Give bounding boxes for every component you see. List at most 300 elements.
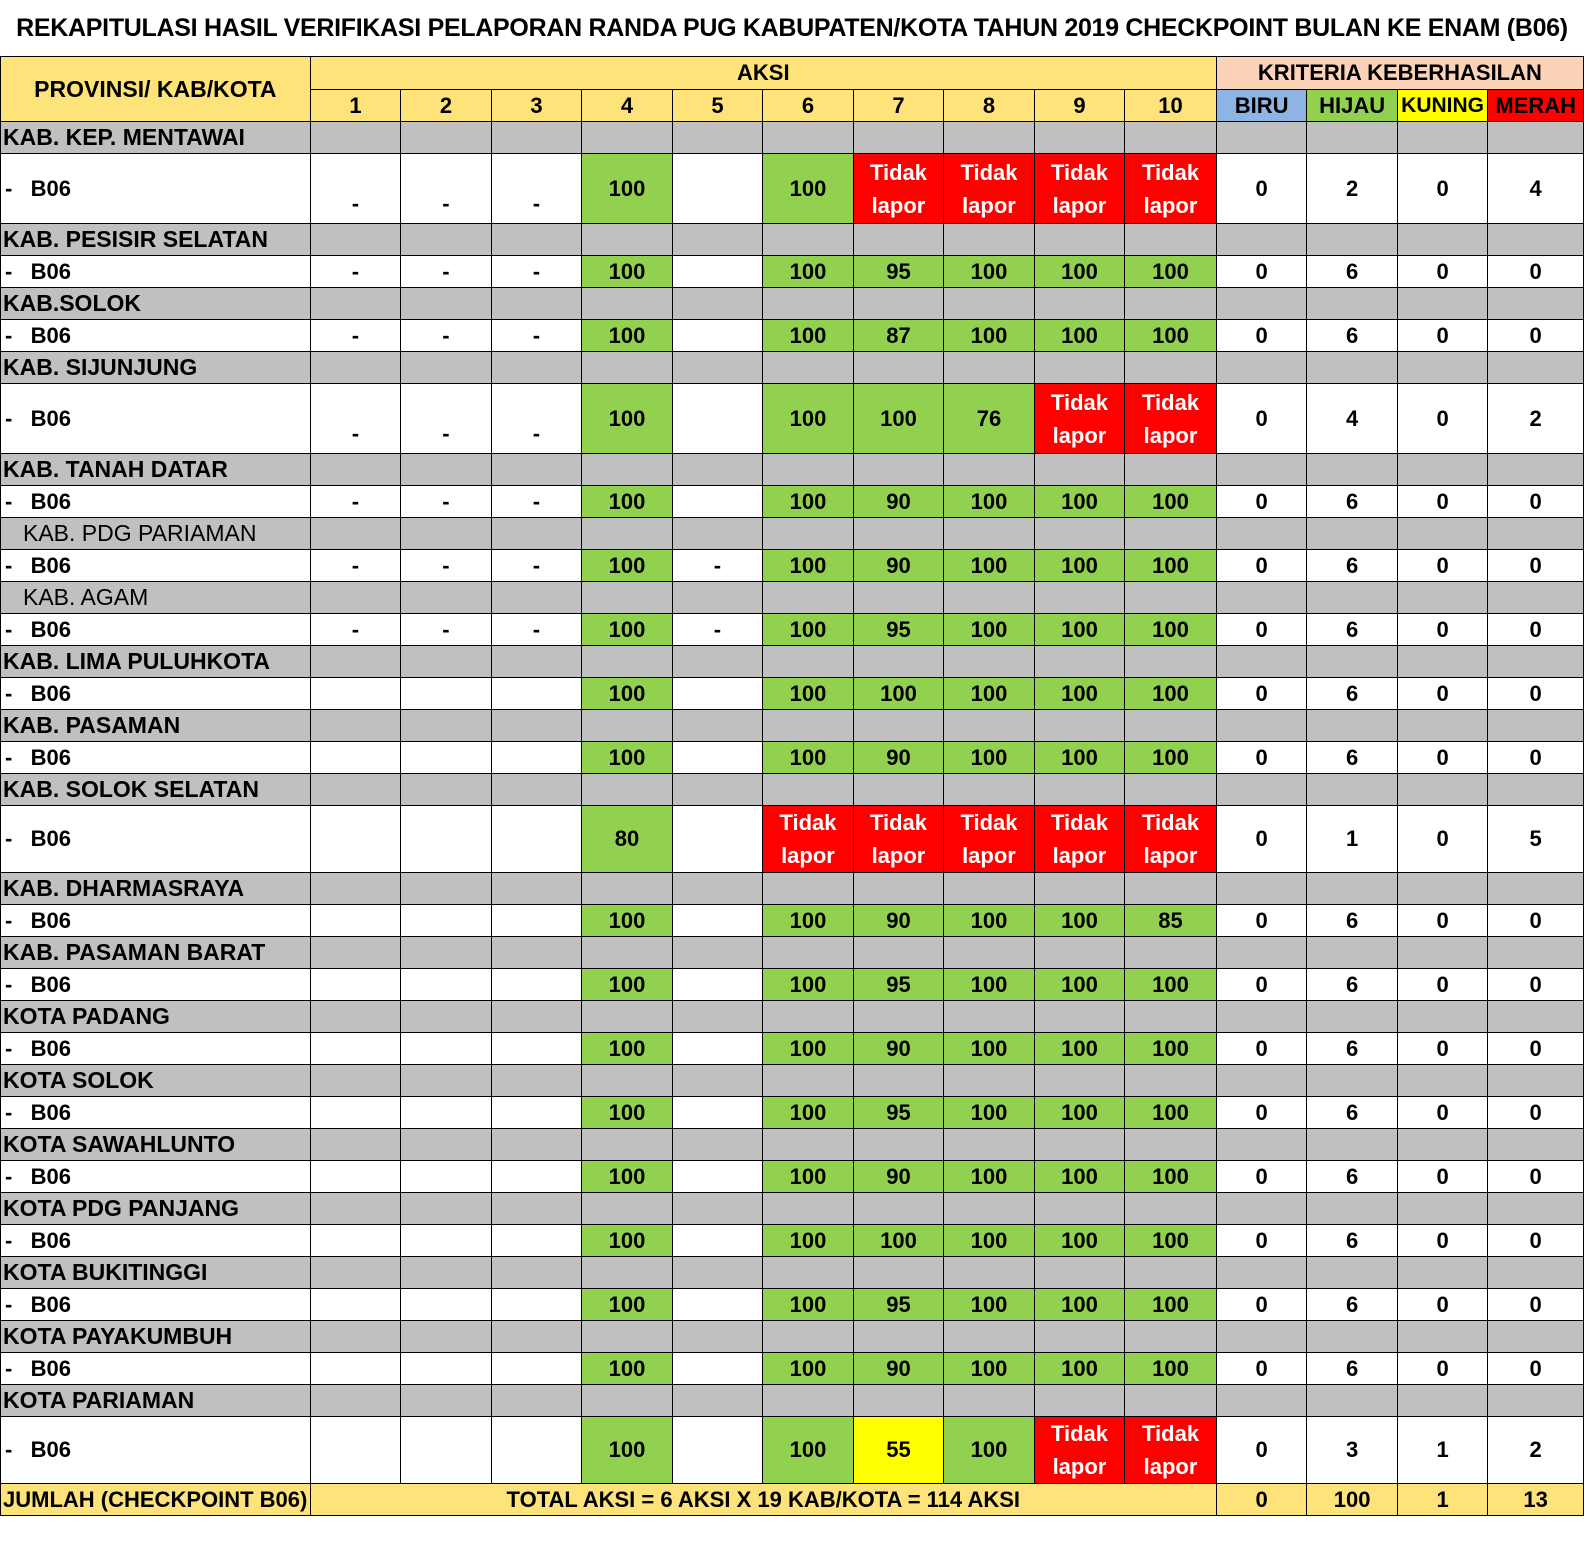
checkpoint-label: - B06 <box>1 256 311 288</box>
criteria-kuning-cell: 0 <box>1397 1033 1488 1065</box>
region-name: KOTA SAWAHLUNTO <box>1 1129 311 1161</box>
aksi-7-cell: 90 <box>853 1161 944 1193</box>
region-filler-cell <box>672 122 763 154</box>
criteria-biru-cell: 0 <box>1216 1033 1307 1065</box>
region-filler-cell <box>1216 774 1307 806</box>
aksi-7-cell: 90 <box>853 742 944 774</box>
criteria-hijau-cell: 6 <box>1307 678 1398 710</box>
region-row <box>1 518 1584 550</box>
document-title: REKAPITULASI HASIL VERIFIKASI PELAPORAN RANDA PUG KABUPATEN/KOTA TAHUN 2019 CHECKPOINT BULAN KE ENAM (B06) <box>16 14 1568 42</box>
region-filler-cell <box>491 1129 582 1161</box>
aksi-9-cell: 100 <box>1034 1161 1125 1193</box>
aksi-1-cell <box>310 806 401 873</box>
criteria-merah-cell: 0 <box>1488 256 1584 288</box>
region-filler-cell <box>853 937 944 969</box>
region-filler-cell <box>1125 646 1217 678</box>
region-filler-cell <box>310 224 401 256</box>
aksi-number-header: 3 <box>491 90 582 122</box>
aksi-9-cell: 100 <box>1034 614 1125 646</box>
region-name: KAB. PASAMAN BARAT <box>1 937 311 969</box>
region-filler-cell <box>401 518 492 550</box>
region-filler-cell <box>1307 1129 1398 1161</box>
criteria-hijau-cell: 2 <box>1307 154 1398 224</box>
aksi-10-cell: 100 <box>1125 256 1217 288</box>
region-filler-cell <box>853 1385 944 1417</box>
region-filler-cell <box>944 1129 1035 1161</box>
region-row <box>1 352 1584 384</box>
criteria-hijau-cell: 3 <box>1307 1417 1398 1484</box>
criteria-biru-cell: 0 <box>1216 1353 1307 1385</box>
checkpoint-row <box>1 742 1584 774</box>
region-filler-cell <box>401 122 492 154</box>
aksi-5-cell <box>672 1417 763 1484</box>
aksi-2-cell <box>401 1417 492 1484</box>
region-filler-cell <box>763 873 854 905</box>
region-filler-cell <box>1125 352 1217 384</box>
criteria-hijau-cell: 4 <box>1307 384 1398 454</box>
region-filler-cell <box>1307 710 1398 742</box>
table-body <box>1 122 1584 1484</box>
aksi-4-cell: 100 <box>582 1353 673 1385</box>
criteria-merah-cell: 0 <box>1488 1161 1584 1193</box>
aksi-10-cell: Tidak lapor <box>1125 806 1217 873</box>
region-filler-cell <box>1397 774 1488 806</box>
region-filler-cell <box>763 224 854 256</box>
aksi-9-cell: 100 <box>1034 1097 1125 1129</box>
total-note: TOTAL AKSI = 6 AKSI X 19 KAB/KOTA = 114 AKSI <box>310 1484 1216 1516</box>
aksi-6-cell: 100 <box>763 1353 854 1385</box>
aksi-4-cell: 100 <box>582 678 673 710</box>
region-filler-cell <box>310 454 401 486</box>
aksi-8-cell: 100 <box>944 1289 1035 1321</box>
region-name: KOTA PARIAMAN <box>1 1385 311 1417</box>
region-name: KAB. LIMA PULUHKOTA <box>1 646 311 678</box>
aksi-7-cell: 90 <box>853 905 944 937</box>
region-filler-cell <box>1307 582 1398 614</box>
region-filler-cell <box>763 710 854 742</box>
region-filler-cell <box>853 774 944 806</box>
region-filler-cell <box>1488 873 1584 905</box>
checkpoint-row <box>1 1417 1584 1484</box>
region-filler-cell <box>401 1321 492 1353</box>
region-filler-cell <box>1488 224 1584 256</box>
region-row <box>1 710 1584 742</box>
region-filler-cell <box>491 122 582 154</box>
aksi-number-header: 1 <box>310 90 401 122</box>
region-filler-cell <box>944 646 1035 678</box>
aksi-1-cell <box>310 1353 401 1385</box>
region-row <box>1 582 1584 614</box>
region-filler-cell <box>401 646 492 678</box>
criteria-merah-cell: 0 <box>1488 320 1584 352</box>
aksi-9-cell: 100 <box>1034 678 1125 710</box>
criteria-hijau-cell: 6 <box>1307 256 1398 288</box>
checkpoint-label: - B06 <box>1 806 311 873</box>
region-filler-cell <box>1216 582 1307 614</box>
region-filler-cell <box>1397 873 1488 905</box>
region-filler-cell <box>1034 1257 1125 1289</box>
region-filler-cell <box>1125 582 1217 614</box>
region-filler-cell <box>1034 710 1125 742</box>
region-filler-cell <box>763 1001 854 1033</box>
aksi-7-cell: 90 <box>853 486 944 518</box>
region-filler-cell <box>582 873 673 905</box>
aksi-5-cell: - <box>672 614 763 646</box>
aksi-4-cell: 100 <box>582 969 673 1001</box>
aksi-10-cell: 100 <box>1125 550 1217 582</box>
region-row <box>1 937 1584 969</box>
region-filler-cell <box>944 937 1035 969</box>
region-filler-cell <box>944 1001 1035 1033</box>
region-filler-cell <box>310 1129 401 1161</box>
region-filler-cell <box>944 1385 1035 1417</box>
criteria-hijau-cell: 6 <box>1307 550 1398 582</box>
region-filler-cell <box>1125 518 1217 550</box>
region-filler-cell <box>1307 1385 1398 1417</box>
region-filler-cell <box>582 352 673 384</box>
region-filler-cell <box>491 582 582 614</box>
aksi-5-cell <box>672 154 763 224</box>
aksi-2-cell <box>401 1353 492 1385</box>
region-filler-cell <box>1488 1129 1584 1161</box>
criteria-hijau-cell: 6 <box>1307 1225 1398 1257</box>
aksi-number-header: 2 <box>401 90 492 122</box>
region-filler-cell <box>1125 1257 1217 1289</box>
criteria-header: KRITERIA KEBERHASILAN <box>1216 57 1583 90</box>
region-filler-cell <box>672 937 763 969</box>
region-filler-cell <box>310 1065 401 1097</box>
region-filler-cell <box>1034 1001 1125 1033</box>
criteria-merah-cell: 0 <box>1488 678 1584 710</box>
criteria-kuning-cell: 0 <box>1397 678 1488 710</box>
aksi-6-cell: 100 <box>763 678 854 710</box>
region-filler-cell <box>582 1129 673 1161</box>
aksi-5-cell <box>672 742 763 774</box>
criteria-biru-cell: 0 <box>1216 154 1307 224</box>
region-filler-cell <box>491 352 582 384</box>
region-filler-cell <box>401 582 492 614</box>
aksi-4-cell: 100 <box>582 1033 673 1065</box>
aksi-6-cell: 100 <box>763 486 854 518</box>
region-filler-cell <box>1488 1321 1584 1353</box>
checkpoint-row <box>1 806 1584 873</box>
region-row <box>1 224 1584 256</box>
region-filler-cell <box>1307 646 1398 678</box>
region-filler-cell <box>1216 1257 1307 1289</box>
region-filler-cell <box>1307 224 1398 256</box>
region-filler-cell <box>853 122 944 154</box>
region-filler-cell <box>763 1193 854 1225</box>
region-filler-cell <box>1488 1001 1584 1033</box>
aksi-6-cell: 100 <box>763 1097 854 1129</box>
aksi-8-cell: 100 <box>944 742 1035 774</box>
region-filler-cell <box>582 288 673 320</box>
region-filler-cell <box>1307 288 1398 320</box>
region-row <box>1 1001 1584 1033</box>
criteria-kuning-cell: 0 <box>1397 1289 1488 1321</box>
region-filler-cell <box>1307 454 1398 486</box>
region-filler-cell <box>672 1129 763 1161</box>
checkpoint-row <box>1 1033 1584 1065</box>
region-filler-cell <box>401 1129 492 1161</box>
aksi-number-header: 4 <box>582 90 673 122</box>
region-filler-cell <box>1216 646 1307 678</box>
aksi-10-cell: 100 <box>1125 1225 1217 1257</box>
region-name: KAB. PESISIR SELATAN <box>1 224 311 256</box>
aksi-number-header: 7 <box>853 90 944 122</box>
criteria-merah-cell: 0 <box>1488 1033 1584 1065</box>
checkpoint-row <box>1 1289 1584 1321</box>
region-filler-cell <box>853 224 944 256</box>
region-filler-cell <box>310 646 401 678</box>
criteria-hijau-cell: 6 <box>1307 1289 1398 1321</box>
checkpoint-row <box>1 320 1584 352</box>
aksi-3-cell <box>491 1289 582 1321</box>
checkpoint-row <box>1 486 1584 518</box>
region-filler-cell <box>1397 122 1488 154</box>
region-filler-cell <box>1125 454 1217 486</box>
aksi-8-cell: 100 <box>944 678 1035 710</box>
region-filler-cell <box>763 122 854 154</box>
aksi-10-cell: Tidak lapor <box>1125 154 1217 224</box>
region-filler-cell <box>310 1193 401 1225</box>
region-filler-cell <box>944 1065 1035 1097</box>
total-hijau: 100 <box>1307 1484 1398 1516</box>
total-kuning: 1 <box>1397 1484 1488 1516</box>
region-filler-cell <box>853 873 944 905</box>
criteria-kuning-cell: 0 <box>1397 550 1488 582</box>
region-filler-cell <box>1125 1385 1217 1417</box>
aksi-10-cell: 100 <box>1125 969 1217 1001</box>
region-filler-cell <box>1397 1129 1488 1161</box>
region-filler-cell <box>582 710 673 742</box>
aksi-number-header: 9 <box>1034 90 1125 122</box>
checkpoint-label: - B06 <box>1 678 311 710</box>
criteria-biru-cell: 0 <box>1216 256 1307 288</box>
region-filler-cell <box>401 1385 492 1417</box>
aksi-1-cell <box>310 742 401 774</box>
aksi-6-cell: 100 <box>763 1225 854 1257</box>
aksi-8-cell: 100 <box>944 1353 1035 1385</box>
aksi-number-header: 5 <box>672 90 763 122</box>
aksi-1-cell <box>310 969 401 1001</box>
criteria-hijau-cell: 6 <box>1307 614 1398 646</box>
region-filler-cell <box>491 518 582 550</box>
checkpoint-row <box>1 969 1584 1001</box>
aksi-5-cell <box>672 678 763 710</box>
criteria-merah-cell: 0 <box>1488 1353 1584 1385</box>
region-filler-cell <box>491 1321 582 1353</box>
region-filler-cell <box>853 518 944 550</box>
region-filler-cell <box>1034 1193 1125 1225</box>
region-filler-cell <box>1034 1321 1125 1353</box>
aksi-7-cell: 90 <box>853 1353 944 1385</box>
aksi-5-cell <box>672 905 763 937</box>
region-filler-cell <box>672 1001 763 1033</box>
aksi-2-cell <box>401 1161 492 1193</box>
region-filler-cell <box>582 1001 673 1033</box>
region-filler-cell <box>672 352 763 384</box>
aksi-2-cell: - <box>401 614 492 646</box>
region-filler-cell <box>853 1321 944 1353</box>
aksi-6-cell: 100 <box>763 154 854 224</box>
aksi-10-cell: Tidak lapor <box>1125 1417 1217 1484</box>
aksi-1-cell: - <box>310 384 401 454</box>
criteria-merah-cell: 0 <box>1488 905 1584 937</box>
region-name: KAB. SIJUNJUNG <box>1 352 311 384</box>
region-filler-cell <box>944 122 1035 154</box>
aksi-header: AKSI <box>310 57 1216 90</box>
aksi-2-cell: - <box>401 550 492 582</box>
aksi-4-cell: 100 <box>582 256 673 288</box>
total-label: JUMLAH (CHECKPOINT B06) <box>1 1484 311 1516</box>
aksi-5-cell <box>672 969 763 1001</box>
region-filler-cell <box>582 937 673 969</box>
region-filler-cell <box>401 1001 492 1033</box>
region-filler-cell <box>1125 873 1217 905</box>
region-filler-cell <box>1488 1385 1584 1417</box>
aksi-4-cell: 100 <box>582 486 673 518</box>
criteria-biru-cell: 0 <box>1216 742 1307 774</box>
checkpoint-row <box>1 678 1584 710</box>
aksi-7-cell: 100 <box>853 1225 944 1257</box>
region-filler-cell <box>491 1065 582 1097</box>
aksi-9-cell: 100 <box>1034 486 1125 518</box>
aksi-9-cell: 100 <box>1034 742 1125 774</box>
aksi-5-cell <box>672 486 763 518</box>
criteria-biru-cell: 0 <box>1216 1417 1307 1484</box>
aksi-6-cell: 100 <box>763 614 854 646</box>
aksi-7-cell: 95 <box>853 1097 944 1129</box>
region-filler-cell <box>1307 873 1398 905</box>
region-row <box>1 774 1584 806</box>
region-filler-cell <box>1125 774 1217 806</box>
criteria-merah-cell: 0 <box>1488 1225 1584 1257</box>
aksi-8-cell: 100 <box>944 1033 1035 1065</box>
region-filler-cell <box>672 710 763 742</box>
criteria-kuning-cell: 0 <box>1397 1097 1488 1129</box>
aksi-6-cell: 100 <box>763 384 854 454</box>
region-filler-cell <box>672 774 763 806</box>
aksi-5-cell <box>672 256 763 288</box>
checkpoint-row <box>1 256 1584 288</box>
checkpoint-label: - B06 <box>1 1417 311 1484</box>
region-filler-cell <box>1125 1065 1217 1097</box>
region-filler-cell <box>763 582 854 614</box>
aksi-3-cell <box>491 1161 582 1193</box>
total-biru: 0 <box>1216 1484 1307 1516</box>
region-filler-cell <box>310 1321 401 1353</box>
criteria-kuning-header: KUNING <box>1397 90 1488 122</box>
criteria-biru-cell: 0 <box>1216 550 1307 582</box>
region-filler-cell <box>1307 1001 1398 1033</box>
region-filler-cell <box>1034 454 1125 486</box>
aksi-7-cell: 90 <box>853 550 944 582</box>
region-filler-cell <box>1034 1065 1125 1097</box>
region-filler-cell <box>944 1257 1035 1289</box>
aksi-1-cell <box>310 1097 401 1129</box>
region-name: KAB. AGAM <box>1 582 311 614</box>
region-filler-cell <box>310 352 401 384</box>
region-filler-cell <box>1216 710 1307 742</box>
criteria-biru-cell: 0 <box>1216 905 1307 937</box>
region-filler-cell <box>582 1321 673 1353</box>
aksi-7-cell: 90 <box>853 1033 944 1065</box>
aksi-6-cell: 100 <box>763 969 854 1001</box>
aksi-10-cell: 100 <box>1125 742 1217 774</box>
aksi-5-cell <box>672 1097 763 1129</box>
region-filler-cell <box>401 710 492 742</box>
region-filler-cell <box>1397 518 1488 550</box>
aksi-3-cell <box>491 678 582 710</box>
region-filler-cell <box>1307 518 1398 550</box>
aksi-8-cell: 100 <box>944 1225 1035 1257</box>
criteria-kuning-cell: 0 <box>1397 384 1488 454</box>
aksi-10-cell: 100 <box>1125 1033 1217 1065</box>
region-filler-cell <box>763 937 854 969</box>
aksi-9-cell: 100 <box>1034 550 1125 582</box>
aksi-3-cell: - <box>491 614 582 646</box>
aksi-9-cell: 100 <box>1034 1353 1125 1385</box>
region-filler-cell <box>310 122 401 154</box>
checkpoint-row <box>1 384 1584 454</box>
aksi-number-header: 6 <box>763 90 854 122</box>
aksi-6-cell: 100 <box>763 1417 854 1484</box>
region-filler-cell <box>1034 288 1125 320</box>
region-header: PROVINSI/ KAB/KOTA <box>1 57 311 122</box>
aksi-1-cell <box>310 1225 401 1257</box>
region-filler-cell <box>763 774 854 806</box>
criteria-biru-header: BIRU <box>1216 90 1307 122</box>
region-filler-cell <box>672 1257 763 1289</box>
region-row <box>1 873 1584 905</box>
aksi-3-cell <box>491 1097 582 1129</box>
aksi-9-cell: 100 <box>1034 905 1125 937</box>
aksi-1-cell <box>310 678 401 710</box>
region-filler-cell <box>310 1001 401 1033</box>
region-filler-cell <box>1307 937 1398 969</box>
region-filler-cell <box>1034 1129 1125 1161</box>
region-filler-cell <box>1034 774 1125 806</box>
region-row <box>1 1193 1584 1225</box>
aksi-3-cell <box>491 969 582 1001</box>
criteria-kuning-cell: 0 <box>1397 1353 1488 1385</box>
region-filler-cell <box>944 288 1035 320</box>
region-filler-cell <box>1397 582 1488 614</box>
region-filler-cell <box>401 1065 492 1097</box>
aksi-number-header: 10 <box>1125 90 1217 122</box>
aksi-7-cell: 95 <box>853 1289 944 1321</box>
aksi-8-cell: 100 <box>944 614 1035 646</box>
aksi-6-cell: 100 <box>763 1289 854 1321</box>
aksi-7-cell: 55 <box>853 1417 944 1484</box>
aksi-10-cell: Tidak lapor <box>1125 384 1217 454</box>
region-filler-cell <box>310 582 401 614</box>
checkpoint-label: - B06 <box>1 742 311 774</box>
criteria-biru-cell: 0 <box>1216 320 1307 352</box>
aksi-2-cell: - <box>401 384 492 454</box>
criteria-hijau-cell: 6 <box>1307 969 1398 1001</box>
region-row <box>1 454 1584 486</box>
criteria-merah-header: MERAH <box>1488 90 1584 122</box>
aksi-4-cell: 100 <box>582 742 673 774</box>
region-filler-cell <box>1216 518 1307 550</box>
region-filler-cell <box>1488 710 1584 742</box>
region-name: KAB. KEP. MENTAWAI <box>1 122 311 154</box>
aksi-2-cell <box>401 1097 492 1129</box>
aksi-2-cell: - <box>401 486 492 518</box>
aksi-6-cell: 100 <box>763 320 854 352</box>
